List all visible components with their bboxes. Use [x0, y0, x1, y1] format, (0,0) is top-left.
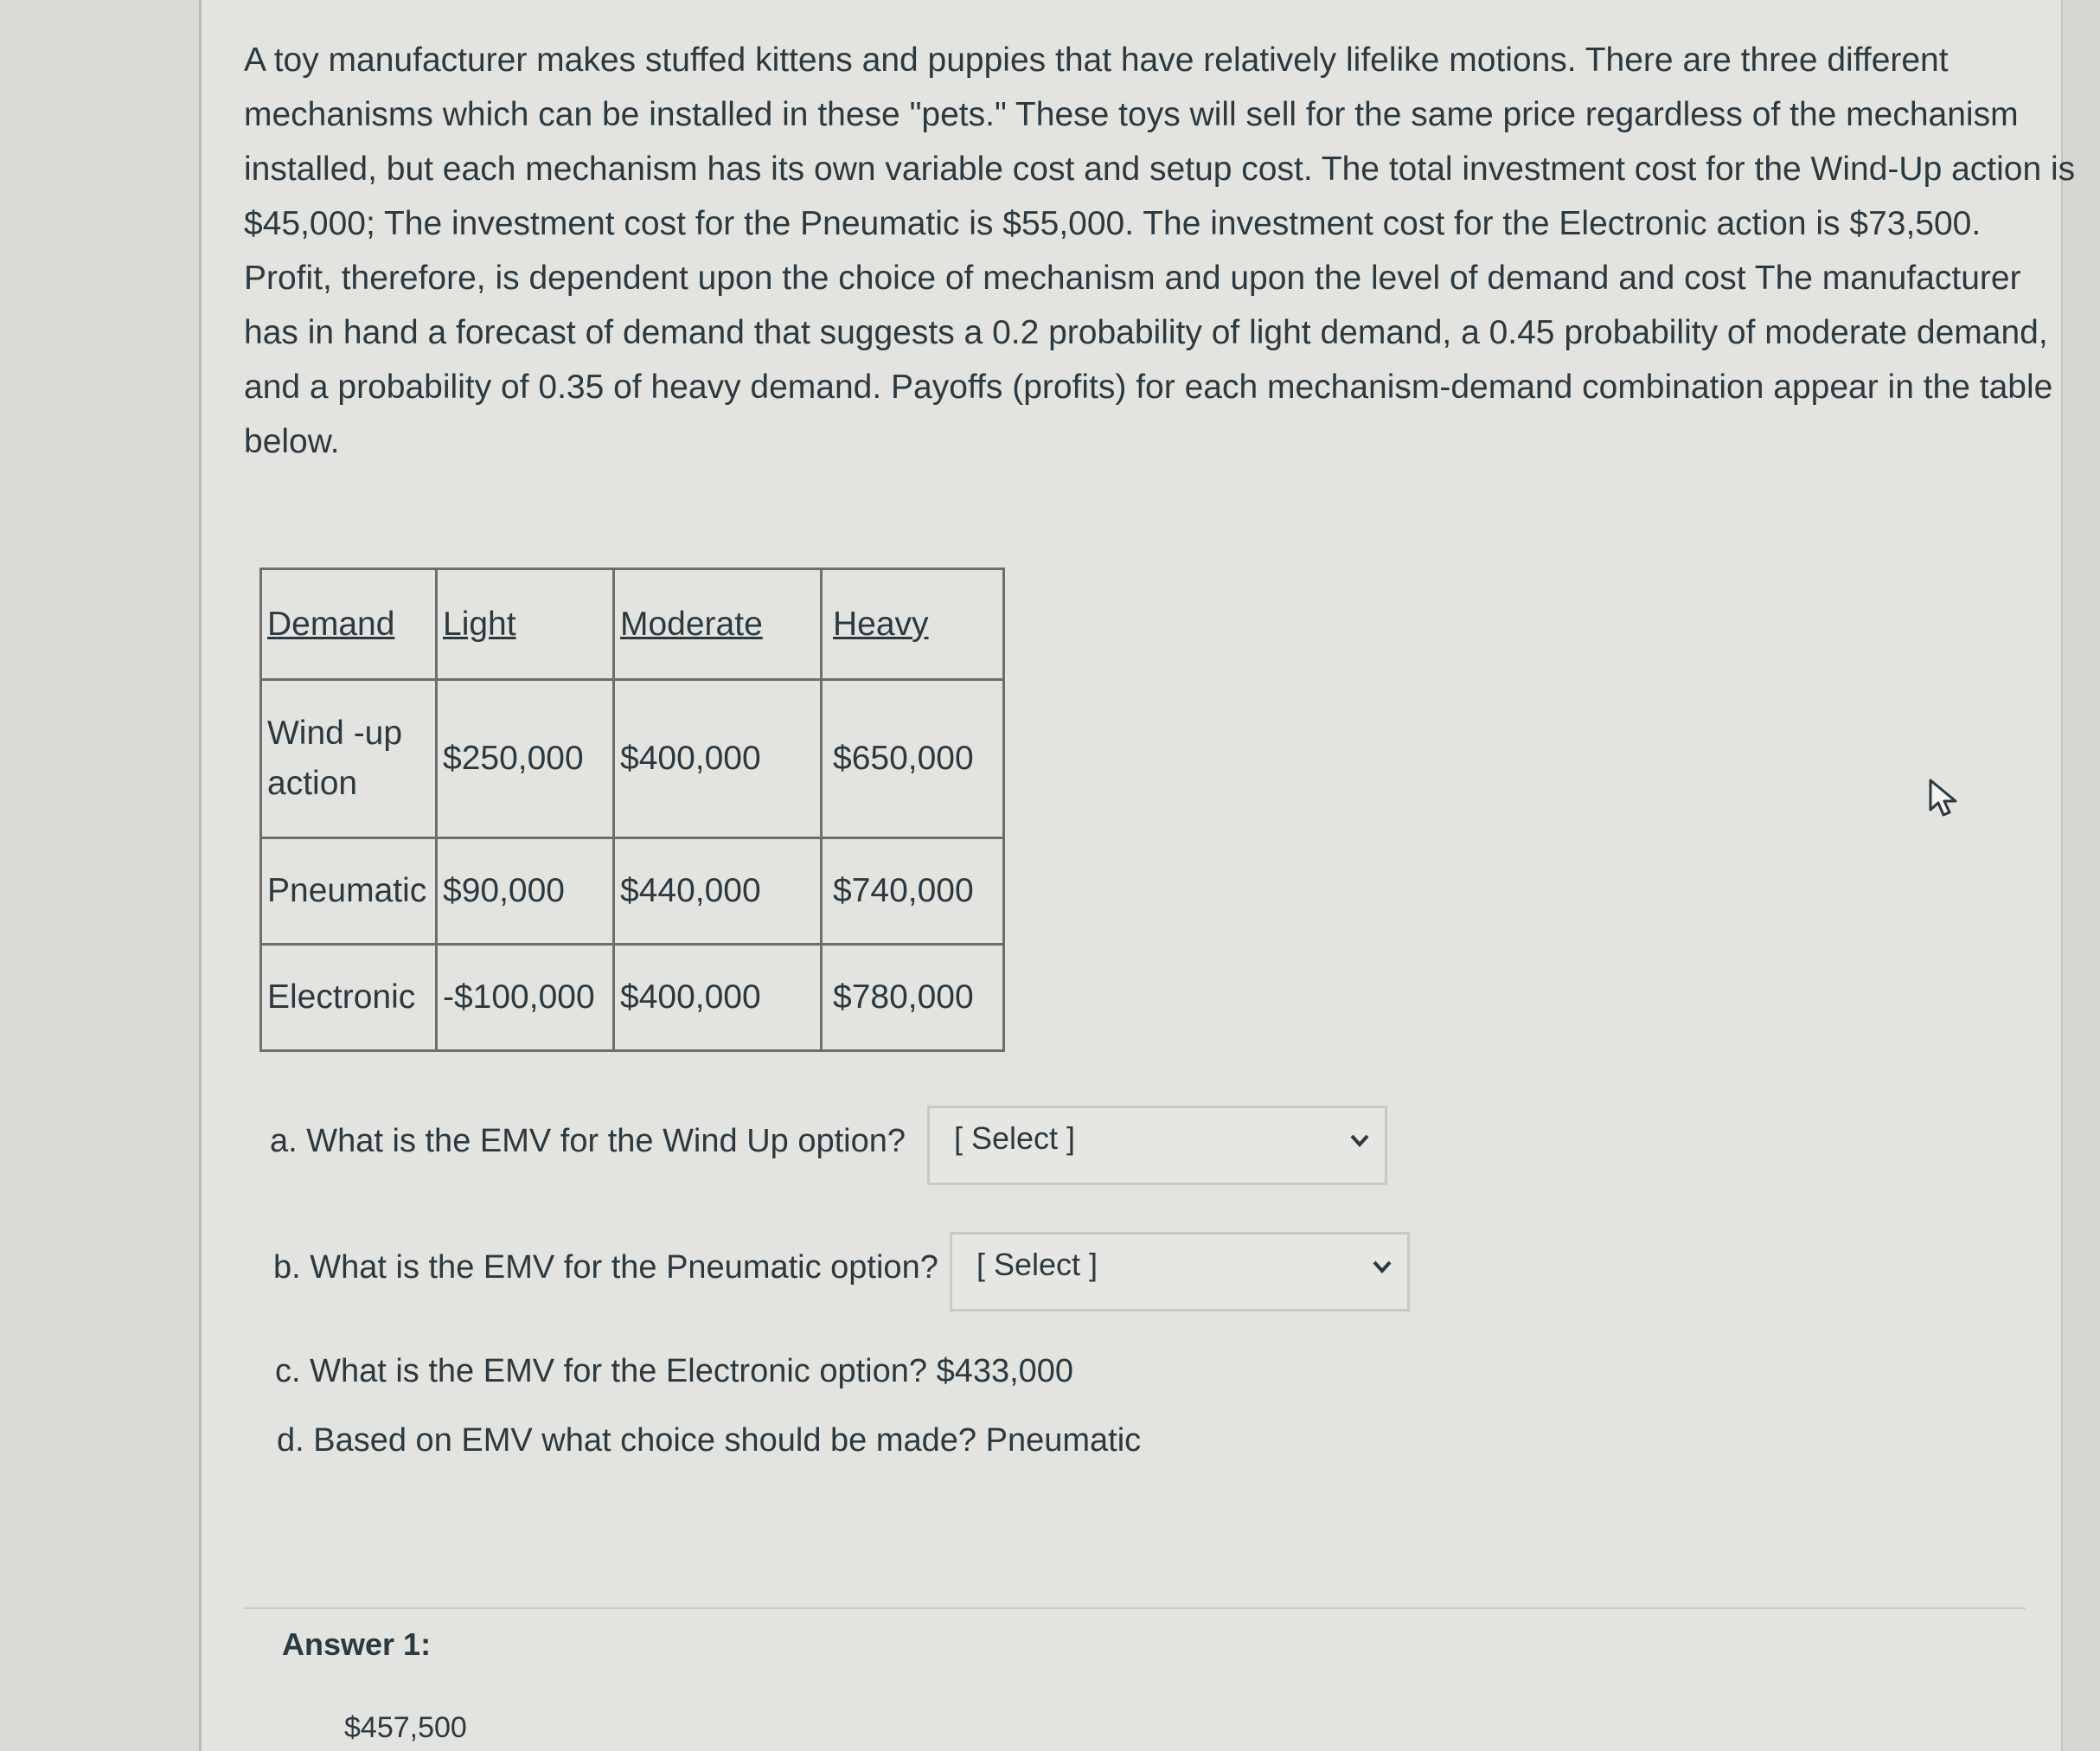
table-header-cell: Heavy — [822, 569, 1004, 680]
table-cell: $650,000 — [822, 680, 1004, 838]
table-row — [261, 945, 1004, 1051]
question-b-text: b. What is the EMV for the Pneumatic option? — [273, 1249, 938, 1286]
answer-value: $457,500 — [344, 1711, 467, 1744]
table-header-cell: Demand — [261, 569, 437, 680]
row-label: Pneumatic — [261, 838, 437, 945]
left-margin — [0, 0, 202, 1751]
table-cell: $740,000 — [822, 838, 1004, 945]
table-cell: $250,000 — [437, 680, 614, 838]
question-d-text: d. Based on EMV what choice should be made? Pneumatic — [277, 1422, 1142, 1459]
row-label: Electronic — [261, 945, 437, 1051]
table-cell: $440,000 — [614, 838, 822, 945]
answer-divider — [244, 1607, 2026, 1609]
table-cell: $400,000 — [614, 680, 822, 838]
question-a-text: a. What is the EMV for the Wind Up option? — [270, 1123, 906, 1159]
select-label: [ Select ] — [976, 1247, 1098, 1282]
chevron-down-icon — [1369, 1254, 1395, 1280]
table-header-row — [261, 569, 1004, 680]
table-cell: -$100,000 — [437, 945, 614, 1051]
table-cell: $780,000 — [822, 945, 1004, 1051]
table-row — [261, 838, 1004, 945]
question-c-text: c. What is the EMV for the Electronic option? $433,000 — [275, 1353, 1074, 1389]
table-header-cell: Light — [437, 569, 614, 680]
chevron-down-icon — [1347, 1127, 1373, 1153]
select-label: [ Select ] — [954, 1120, 1076, 1156]
table-header-cell: Moderate — [614, 569, 822, 680]
table-cell: $400,000 — [614, 945, 822, 1051]
question-text — [244, 33, 2078, 469]
question-paragraph: A toy manufacturer makes stuffed kittens and puppies that have relatively lifelike motions. There are three different mechanisms which can be installed in these "pets." These toys will sell for the same price regardless of the mechanism installed, but each mechanism has its own variable cost and setup cost. The total investment cost for the Wind-Up action is $45,000; The investment cost for the Pneumatic is $55,000. The investment cost for the Electronic action is $73,500. Profit, therefore, is dependent upon the choice of mechanism and upon the level of demand and cost The manufacturer has in hand a forecast of demand that suggests a 0.2 probability of light demand, a 0.45 probability of moderate demand, and a probability of 0.35 of heavy demand. Payoffs (profits) for each mechanism-demand combination appear in the table below. — [244, 42, 2076, 460]
payoff-table — [259, 568, 1005, 1052]
mouse-pointer-icon — [1927, 777, 1965, 820]
answer-label: Answer 1: — [282, 1626, 432, 1662]
row-label: Wind -up action — [261, 680, 437, 838]
table-row — [261, 680, 1004, 838]
question-a-select[interactable] — [927, 1106, 1387, 1185]
question-b-select[interactable] — [950, 1232, 1410, 1312]
table-cell: $90,000 — [437, 838, 614, 945]
